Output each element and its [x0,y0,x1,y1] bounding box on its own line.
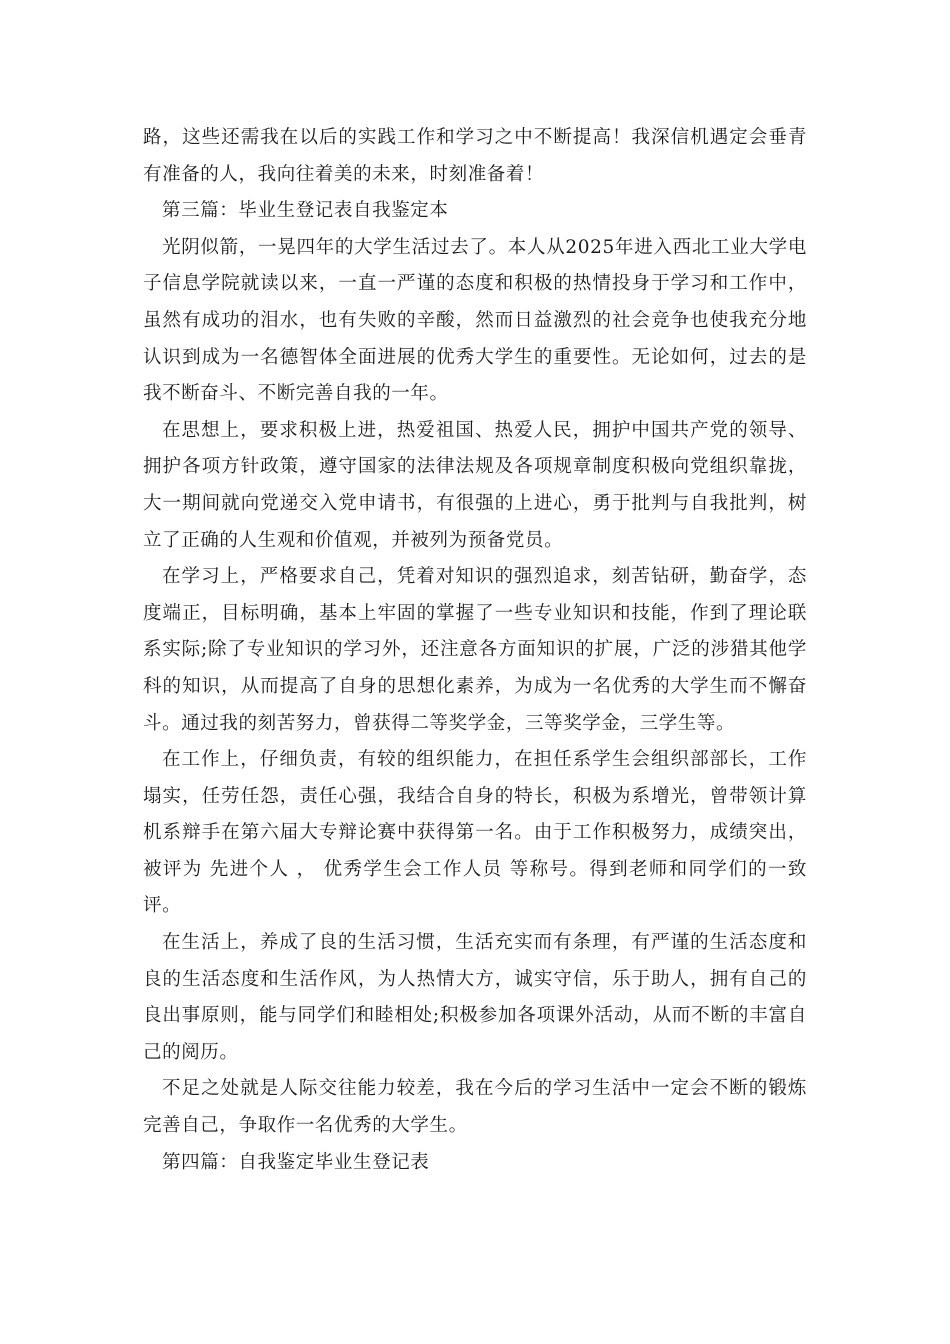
paragraph-study: 在学习上，严格要求自己，凭着对知识的强烈追求，刻苦钻研，勤奋学，态度端正，目标明确，基本上牢固的掌握了一些专业知识和技能，作到了理论联系实际;除了专业知识的学习外，还注意各方面知识的扩展，广泛的涉猎其他学科的知识，从而提高了自身的思想化素养，为成为一名优秀的大学生而不懈奋斗。通过我的刻苦努力，曾获得二等奖学金，三等奖学金，三学生等。 [143,566,807,734]
paragraph-thought: 在思想上，要求积极上进，热爱祖国、热爱人民，拥护中国共产党的领导、拥护各项方针政策，遵守国家的法律法规及各项规章制度积极向党组织靠拢，大一期间就向党递交入党申请书，有很强的上进心，勇于批判与自我批判，树立了正确的人生观和价值观，并被列为预备党员。 [143,419,807,551]
section-heading-3: 第三篇：毕业生登记表自我鉴定本 [162,200,449,222]
paragraph-shortcomings: 不足之处就是人际交往能力较差，我在今后的学习生活中一定会不断的锻炼完善自己，争取作一名优秀的大学生。 [143,1078,807,1137]
document-body [143,120,807,1181]
paragraph-life: 在生活上，养成了良的生活习惯，生活充实而有条理，有严谨的生活态度和良的生活态度和生活作风，为人热情大方，诚实守信，乐于助人，拥有自己的良出事原则，能与同学们和睦相处;积极参加各项课外活动，从而不断的丰富自己的阅历。 [143,932,807,1063]
paragraph-work: 在工作上，仔细负责，有较的组织能力，在担任系学生会组织部部长，工作塌实，任劳任怨，责任心强，我结合自身的特长，积极为系增光，曾带领计算机系辩手在第六届大专辩论赛中获得第一名。由于工作积极努力，成绩突出，被评为 先进个人 ， 优秀学生会工作人员 等称号。得到老师和同学们的一致评。 [143,749,807,917]
paragraph-intro: 光阴似箭，一晃四年的大学生活过去了。本人从2025年进入西北工业大学电子信息学院就读以来，一直一严谨的态度和积极的热情投身于学习和工作中，虽然有成功的泪水，也有失败的辛酸，然而日益激烈的社会竞争也使我充分地认识到成为一名德智体全面进展的优秀大学生的重要性。无论如何，过去的是我不断奋斗、不断完善自我的一年。 [143,236,807,405]
paragraph-continuation: 路，这些还需我在以后的实践工作和学习之中不断提高！我深信机遇定会垂青有准备的人，我向往着美的未来，时刻准备着！ [143,127,807,185]
section-heading-4: 第四篇：自我鉴定毕业生登记表 [162,1151,430,1173]
